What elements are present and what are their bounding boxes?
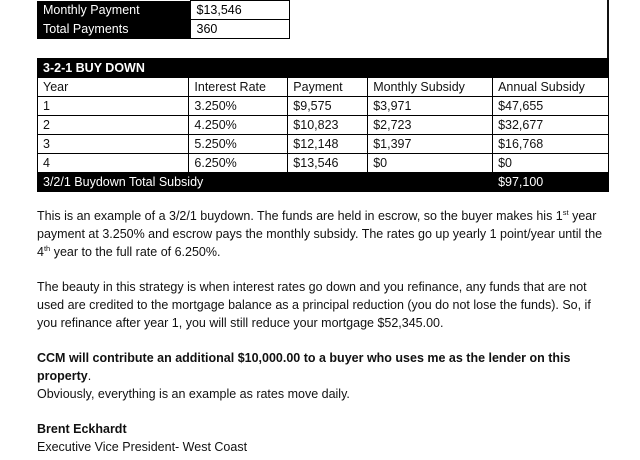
summary-value: $13,546 [190, 1, 289, 20]
signature-name: Brent Eckhardt [37, 422, 127, 436]
cell-interest-rate: 3.250% [189, 97, 288, 116]
table-row [38, 116, 609, 135]
table-row [38, 135, 609, 154]
column-header-annual-subsidy: Annual Subsidy [493, 78, 609, 97]
ordinal-suffix: st [562, 207, 569, 217]
buydown-explanation-paragraph [37, 207, 607, 261]
signature-title: Executive Vice President- West Coast [37, 440, 248, 454]
table-row [37, 20, 289, 39]
table-row [38, 154, 609, 173]
buydown-title-row [38, 59, 609, 78]
cell-annual-subsidy: $0 [493, 154, 609, 173]
cell-year: 1 [38, 97, 189, 116]
buydown-header-row [38, 78, 609, 97]
cell-payment: $9,575 [288, 97, 368, 116]
contribution-period: . [87, 369, 92, 383]
paragraph-text: This is an example of a 3/2/1 buydown. The funds are held in escrow, so the buyer makes his 1 [37, 209, 563, 223]
summary-label: Total Payments [37, 20, 190, 39]
column-header-payment: Payment [288, 78, 368, 97]
cell-payment: $12,148 [288, 135, 368, 154]
cell-payment: $10,823 [288, 116, 368, 135]
cell-payment: $13,546 [288, 154, 368, 173]
buydown-table [37, 58, 609, 192]
refinance-paragraph: The beauty in this strategy is when interest rates go down and you refinance, any funds that are not used are credited to the mortgage balance as a principal reduction (you do not lose the funds). So, if you refinance after year 1, you will still reduce your mortgage $52,345.00. [37, 280, 591, 330]
cell-annual-subsidy: $16,768 [493, 135, 609, 154]
table-row [38, 97, 609, 116]
cell-monthly-subsidy: $3,971 [368, 97, 493, 116]
contribution-paragraph [37, 349, 607, 385]
buydown-total-row [38, 173, 609, 192]
cell-monthly-subsidy: $0 [368, 154, 493, 173]
summary-value: 360 [190, 20, 289, 39]
cell-interest-rate: 5.250% [189, 135, 288, 154]
cell-monthly-subsidy: $1,397 [368, 135, 493, 154]
disclaimer-paragraph: Obviously, everything is an example as rates move daily. [37, 387, 350, 401]
cell-interest-rate: 4.250% [189, 116, 288, 135]
cell-interest-rate: 6.250% [189, 154, 288, 173]
paragraph-text: year to the full rate of 6.250%. [50, 245, 221, 259]
table-row [37, 1, 289, 20]
cell-year: 4 [38, 154, 189, 173]
cell-annual-subsidy: $32,677 [493, 116, 609, 135]
column-header-monthly-subsidy: Monthly Subsidy [368, 78, 493, 97]
buydown-title: 3-2-1 BUY DOWN [38, 59, 609, 78]
column-header-interest-rate: Interest Rate [189, 78, 288, 97]
payment-summary-table [37, 0, 290, 39]
total-subsidy-value: $97,100 [493, 173, 609, 192]
cell-annual-subsidy: $47,655 [493, 97, 609, 116]
cell-year: 2 [38, 116, 189, 135]
paragraph-text: year payment at 3.250% and escrow pays the monthly subsidy. The rates go up yearly 1 point/year until the 4 [37, 209, 603, 259]
total-subsidy-label: 3/2/1 Buydown Total Subsidy [38, 173, 493, 192]
cell-monthly-subsidy: $2,723 [368, 116, 493, 135]
ordinal-suffix: th [43, 243, 51, 253]
summary-label: Monthly Payment [37, 1, 190, 20]
document-frame-edge [607, 0, 609, 60]
column-header-year: Year [38, 78, 189, 97]
contribution-text: CCM will contribute an additional $10,000.00 to a buyer who uses me as the lender on this property [37, 351, 571, 383]
cell-year: 3 [38, 135, 189, 154]
